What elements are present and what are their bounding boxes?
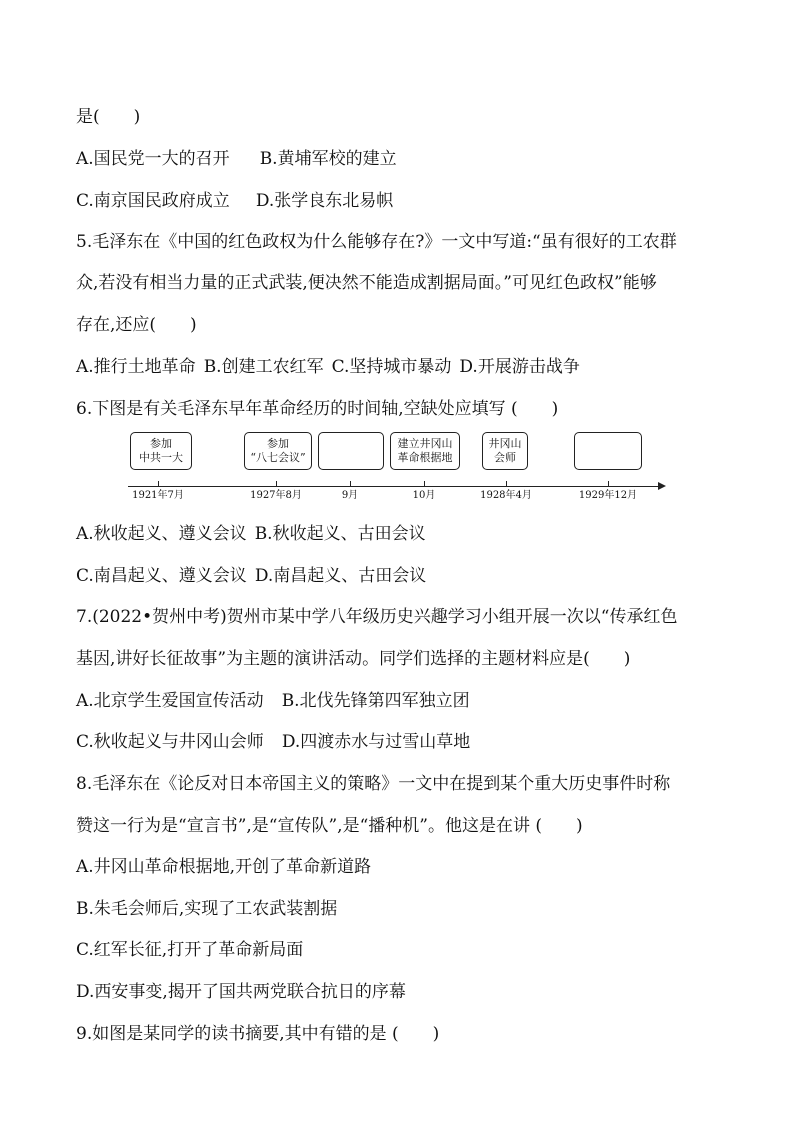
timeline-box-1 — [130, 432, 192, 470]
q8-stem-line1: 8.毛泽东在《论反对日本帝国主义的策略》一文中在提到某个重大历史事件时称 — [76, 774, 671, 794]
q4-option-a: A.国民党一大的召开 — [76, 149, 230, 169]
q4-option-b: B.黄埔军校的建立 — [259, 149, 397, 169]
q6-options-row2 — [76, 565, 426, 587]
q5-stem-line3: 存在,还应( ) — [76, 315, 197, 335]
timeline-date-1: 1921年7月 — [132, 490, 184, 501]
timeline-arrow-icon — [658, 482, 666, 490]
timeline-box-5 — [482, 432, 528, 470]
q7-option-a: A.北京学生爱国宣传活动 — [76, 691, 264, 711]
timeline-box-5-line1: 井冈山 — [488, 437, 522, 450]
q4-options-row2 — [76, 190, 393, 212]
timeline-date-5: 1928年4月 — [480, 490, 532, 501]
q8-stem-line2: 赞这一行为是“宣言书”,是“宣传队”,是“播种机”。他这是在讲 ( ) — [76, 816, 583, 836]
q5-stem-line2: 众,若没有相当力量的正式武装,便决然不能造成割据局面。”可见红色政权”能够 — [76, 273, 657, 293]
timeline-date-4: 10月 — [412, 490, 436, 501]
timeline-tick — [608, 481, 609, 487]
q6-option-b: B.秋收起义、古田会议 — [254, 524, 426, 544]
timeline-box-4-line1: 建立井冈山 — [397, 437, 453, 450]
q7-option-b: B.北伐先锋第四军独立团 — [281, 691, 470, 711]
timeline-tick — [158, 481, 159, 487]
timeline-axis — [128, 486, 660, 487]
q7-option-c: C.秋收起义与井冈山会师 — [76, 732, 264, 752]
q6-option-d: D.南昌起义、古田会议 — [254, 566, 427, 586]
q5-option-b: B.创建工农红军 — [203, 357, 324, 377]
q4-stem-tail: 是( ) — [76, 107, 141, 127]
timeline-box-2 — [244, 432, 312, 470]
timeline-tick — [276, 481, 277, 487]
q8-option-d: D.西安事变,揭开了国共两党联合抗日的序幕 — [76, 982, 406, 1002]
q6-options-row1 — [76, 523, 426, 545]
timeline-box-6-blank — [574, 432, 642, 470]
timeline-box-5-line2: 会师 — [494, 451, 516, 464]
q8-option-a: A.井冈山革命根据地,开创了革命新道路 — [76, 857, 372, 877]
timeline-box-1-line2: 中共一大 — [139, 451, 183, 464]
q5-option-c: C.坚持城市暴动 — [331, 357, 452, 377]
q6-timeline-figure — [128, 432, 668, 504]
q6-option-c: C.南昌起义、遵义会议 — [76, 566, 247, 586]
q8-option-b: B.朱毛会师后,实现了工农武装割据 — [76, 899, 338, 919]
q6-option-a: A.秋收起义、遵义会议 — [76, 524, 247, 544]
timeline-box-1-line1: 参加 — [150, 437, 172, 450]
timeline-date-2: 1927年8月 — [250, 490, 302, 501]
timeline-box-4 — [390, 432, 460, 470]
q5-options — [76, 356, 580, 378]
timeline-date-3: 9月 — [341, 490, 359, 501]
timeline-box-4-line2: 革命根据地 — [397, 451, 453, 464]
q5-option-a: A.推行土地革命 — [76, 357, 196, 377]
q7-stem-line1: 7.(2022•贺州中考)贺州市某中学八年级历史兴趣学习小组开展一次以“传承红色 — [76, 607, 678, 627]
q5-option-d: D.开展游击战争 — [459, 357, 580, 377]
q7-options-row1 — [76, 690, 470, 712]
q4-option-c: C.南京国民政府成立 — [76, 191, 230, 211]
timeline-tick — [424, 481, 425, 487]
timeline-date-6: 1929年12月 — [578, 490, 638, 501]
q9-stem: 9.如图是某同学的读书摘要,其中有错的是 ( ) — [76, 1024, 440, 1044]
timeline-box-3-blank — [318, 432, 384, 470]
q6-stem: 6.下图是有关毛泽东早年革命经历的时间轴,空缺处应填写 ( ) — [76, 399, 559, 419]
q7-stem-line2: 基因,讲好长征故事”为主题的演讲活动。同学们选择的主题材料应是( ) — [76, 649, 631, 669]
timeline-tick — [506, 481, 507, 487]
q4-option-d: D.张学良东北易帜 — [255, 191, 394, 211]
q7-options-row2 — [76, 731, 470, 753]
timeline-box-2-line2: “八七会议” — [250, 451, 306, 464]
q4-options-row1 — [76, 148, 397, 170]
timeline-box-2-line1: 参加 — [267, 437, 289, 450]
q7-option-d: D.四渡赤水与过雪山草地 — [281, 732, 471, 752]
q8-option-c: C.红军长征,打开了革命新局面 — [76, 940, 304, 960]
q5-stem-line1: 5.毛泽东在《中国的红色政权为什么能够存在?》一文中写道:“虽有很好的工农群 — [76, 232, 677, 252]
timeline-tick — [350, 481, 351, 487]
